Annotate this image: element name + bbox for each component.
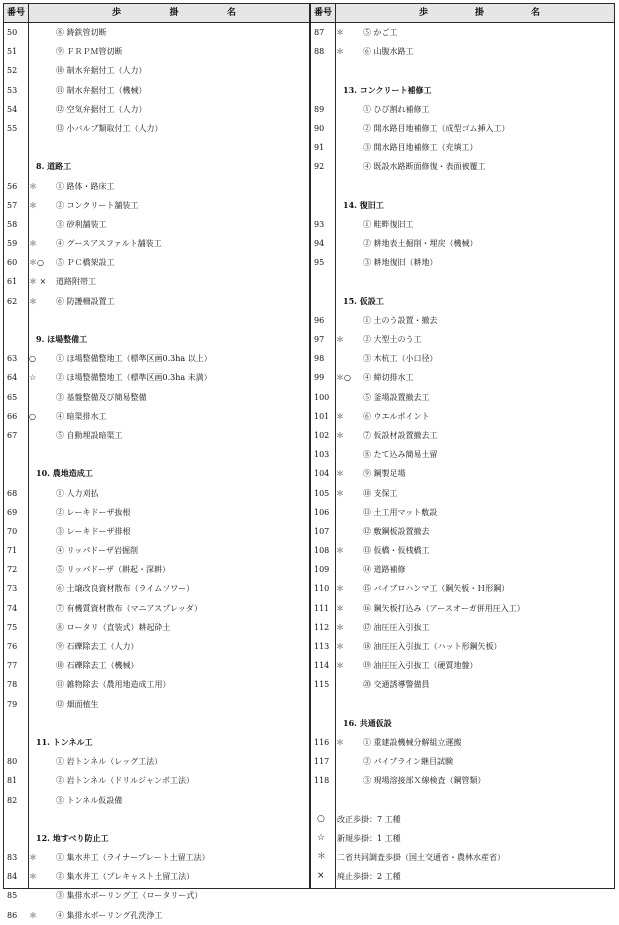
- item-name: ⑬ 小バルブ類取付工（人力）: [56, 123, 163, 133]
- table-row: [311, 637, 614, 656]
- item-number: 84: [7, 872, 18, 882]
- item-mark: ＊: [336, 737, 344, 747]
- item-number: 50: [7, 28, 18, 37]
- item-name: ⑰ 油圧圧入引抜工: [363, 622, 430, 632]
- blank-row: [311, 695, 614, 714]
- item-name: ⑱ 油圧圧入引抜工（ハット形鋼矢板）: [363, 642, 502, 651]
- table-row: [4, 42, 309, 61]
- table-row: [4, 867, 309, 886]
- item-mark: ＊: [336, 411, 344, 421]
- item-mark: ＊: [336, 335, 344, 344]
- item-mark: ＊: [29, 200, 37, 210]
- item-name: ⑫ 敷鋼板設置撤去: [363, 526, 430, 536]
- table-row: [4, 119, 309, 138]
- legend-mark: ☆: [317, 832, 326, 843]
- table-row: [311, 771, 614, 790]
- table-row: [4, 541, 309, 560]
- item-number: 100: [314, 392, 330, 402]
- legend-text: 新規歩掛：1 工種: [337, 833, 401, 843]
- item-mark: ＊: [336, 488, 344, 498]
- right-header: [311, 4, 614, 23]
- item-number: 79: [7, 699, 18, 709]
- item-number: 91: [314, 143, 325, 153]
- item-number: 89: [314, 104, 325, 114]
- table-row: [311, 599, 614, 618]
- item-name: ⑮ バイブロハンマ工（鋼矢板・Ｈ形鋼）: [363, 584, 510, 594]
- table-row: [311, 464, 614, 483]
- item-name: ⑪ 雑物除去（農用地造成工用）: [56, 680, 171, 690]
- item-number: 55: [7, 123, 18, 133]
- item-number: 93: [314, 219, 325, 229]
- item-number: 68: [7, 488, 18, 498]
- item-name: ① 人力刈払: [56, 488, 99, 498]
- item-mark: ＊: [336, 47, 344, 57]
- item-number: 107: [314, 526, 330, 536]
- item-number: 75: [7, 622, 18, 632]
- item-name: ② 集水井工（プレキャスト土留工法）: [56, 872, 195, 882]
- item-name: ④ グースアスファルト舗装工: [56, 239, 162, 249]
- table-row: [311, 675, 614, 694]
- table-row: [4, 771, 309, 790]
- item-number: 82: [7, 795, 18, 805]
- item-name: ⑥ 土壌改良資材散布（ライムソワー）: [56, 584, 195, 594]
- item-name: ⑤ かご工: [363, 28, 398, 37]
- item-number: 103: [314, 450, 330, 460]
- left-header-number: 番号: [6, 8, 25, 18]
- item-number: 80: [7, 757, 18, 767]
- legend-row: [311, 848, 614, 867]
- section-heading-row: [4, 733, 309, 752]
- item-number: 87: [314, 28, 325, 37]
- item-mark: ＊○: [336, 373, 351, 383]
- table-row: [311, 368, 614, 387]
- table-row: [4, 695, 309, 714]
- legend-mark: ○: [317, 813, 325, 824]
- item-number: 72: [7, 565, 18, 575]
- item-number: 74: [7, 603, 18, 613]
- blank-row: [311, 61, 614, 80]
- table-row: [311, 407, 614, 426]
- item-name: ② パイプライン継目試験: [363, 757, 454, 767]
- item-number: 113: [314, 642, 330, 651]
- item-number: 61: [7, 277, 18, 287]
- item-number: 109: [314, 565, 330, 575]
- item-number: 98: [314, 354, 325, 364]
- item-mark: ○: [29, 411, 36, 421]
- legend-text: 改正歩掛：7 工種: [337, 814, 401, 824]
- table-row: [311, 234, 614, 253]
- item-name: ⑧ たて込み簡易土留: [363, 450, 438, 460]
- item-number: 117: [314, 757, 330, 767]
- item-name: ② 岩トンネル（ドリルジャンボ工法）: [56, 776, 194, 786]
- item-number: 53: [7, 85, 18, 95]
- table-row: [4, 886, 309, 905]
- item-number: 106: [314, 507, 330, 517]
- item-name: ④ リッパドーザ岩掘削: [56, 546, 139, 556]
- table-row: [311, 311, 614, 330]
- item-number: 58: [7, 219, 18, 229]
- table-row: [4, 752, 309, 771]
- table-row: [4, 81, 309, 100]
- table-row: [4, 61, 309, 80]
- item-number: 59: [7, 239, 18, 249]
- item-number: 111: [314, 603, 330, 613]
- item-name: ① 畦畔復旧工: [363, 219, 414, 229]
- legend-text: 廃止歩掛：2 工種: [337, 872, 401, 882]
- item-name: ① 集水井工（ライナープレート土留工法）: [56, 853, 210, 863]
- table-row: [311, 522, 614, 541]
- item-number: 66: [7, 411, 18, 421]
- item-number: 69: [7, 507, 18, 517]
- table-row: [4, 349, 309, 368]
- item-name: ③ 木杭工（小口径）: [363, 354, 438, 364]
- item-number: 99: [314, 373, 325, 383]
- table-row: [4, 579, 309, 598]
- table-row: [4, 637, 309, 656]
- table-row: [4, 599, 309, 618]
- item-number: 115: [314, 680, 330, 690]
- item-name: ⑥ 山腹水路工: [363, 47, 414, 57]
- blank-row: [4, 311, 309, 330]
- legend-row: [311, 829, 614, 848]
- item-name: ① ほ場整備整地工（標準区画0.3ha 以上）: [56, 354, 212, 364]
- item-mark: ＊: [29, 239, 37, 249]
- item-name: ⑥ ウエルポイント: [363, 411, 430, 421]
- table-row: [311, 157, 614, 176]
- section-heading-row: [4, 829, 309, 848]
- item-number: 116: [314, 737, 330, 747]
- table-row: [4, 196, 309, 215]
- item-number: 114: [314, 661, 330, 671]
- item-name: ① ひび割れ補修工: [363, 104, 430, 114]
- legend-mark: ×: [317, 871, 325, 882]
- item-number: 63: [7, 354, 18, 364]
- table-row: [311, 23, 614, 42]
- item-name: ⑨ 鋼製足場: [363, 469, 406, 479]
- item-number: 65: [7, 392, 18, 402]
- item-name: ⑩ 支保工: [363, 488, 398, 498]
- item-name: ⑳ 交通誘導警備員: [363, 680, 430, 690]
- item-mark: ＊ ×: [29, 277, 47, 287]
- item-number: 92: [314, 162, 325, 172]
- item-name: ⑥ 防護柵設置工: [56, 296, 115, 306]
- table-row: [4, 23, 309, 42]
- item-number: 95: [314, 258, 325, 268]
- item-name: ⑭ 道路補修: [363, 565, 406, 575]
- item-number: 112: [314, 622, 330, 632]
- item-name: ⑫ 畑面植生: [56, 699, 99, 709]
- item-name: ④ 集排水ボーリング孔洗浄工: [56, 910, 163, 920]
- item-number: 76: [7, 642, 18, 651]
- item-name: ① 重建設機械分解組立運搬: [363, 737, 462, 747]
- item-name: ⑤ 自動埋設暗渠工: [56, 430, 123, 440]
- table-row: [311, 138, 614, 157]
- table-row: [4, 292, 309, 311]
- item-name: ⑦ 仮設材設置撤去工: [363, 430, 438, 440]
- section-title: 16. 共通仮設: [343, 717, 392, 728]
- item-name: ① 岩トンネル（レッグ工法）: [56, 757, 163, 767]
- table-row: [4, 656, 309, 675]
- item-number: 88: [314, 47, 325, 57]
- item-number: 77: [7, 661, 18, 671]
- item-mark: ＊: [336, 584, 344, 594]
- item-mark: ＊: [336, 546, 344, 556]
- item-name: ④ 暗渠排水工: [56, 411, 107, 421]
- item-name: ⑧ 鋳鉄管切断: [56, 28, 107, 37]
- table-row: [311, 618, 614, 637]
- item-name: ③ レーキドーザ排根: [56, 526, 131, 536]
- item-name: ⑧ ロータリ（直装式）耕起砕土: [56, 622, 171, 632]
- item-mark: ＊: [336, 469, 344, 479]
- table-row: [311, 484, 614, 503]
- blank-row: [4, 810, 309, 829]
- section-heading-row: [311, 714, 614, 733]
- table-row: [4, 253, 309, 272]
- left-column: [4, 23, 309, 920]
- item-mark: ＊: [336, 603, 344, 613]
- item-mark: ＊: [336, 28, 344, 37]
- right-header-name: 歩 掛 名: [419, 8, 540, 18]
- item-mark: ☆: [29, 373, 37, 383]
- item-name: ② ほ場整備整地工（標準区画0.3ha 未満）: [56, 373, 212, 383]
- table-row: [4, 522, 309, 541]
- section-title: 11. トンネル工: [36, 736, 93, 747]
- section-heading-row: [4, 464, 309, 483]
- section-title: 10. 農地造成工: [36, 468, 93, 479]
- table-row: [311, 253, 614, 272]
- legend-text: 二省共同調査歩掛（国土交通省・農林水産省）: [337, 853, 505, 863]
- table-row: [4, 675, 309, 694]
- item-name: ② レーキドーザ抜根: [56, 507, 131, 517]
- section-title: 14. 復旧工: [343, 199, 384, 210]
- item-number: 86: [7, 910, 18, 920]
- item-number: 108: [314, 546, 330, 556]
- item-name: ③ トンネル仮設備: [56, 795, 123, 805]
- table-row: [4, 407, 309, 426]
- item-number: 62: [7, 296, 18, 306]
- item-number: 118: [314, 776, 330, 786]
- table-row: [311, 579, 614, 598]
- table-row: [4, 388, 309, 407]
- section-heading-row: [4, 330, 309, 349]
- table-row: [4, 503, 309, 522]
- item-name: ⑤ 釜場設置撤去工: [363, 392, 430, 402]
- legend-row: [311, 810, 614, 829]
- blank-row: [4, 714, 309, 733]
- item-name: ① 路体・路床工: [56, 181, 115, 191]
- item-name: ③ 基盤整備及び簡易整備: [56, 392, 147, 402]
- item-mark: ＊: [336, 622, 344, 632]
- table-row: [311, 100, 614, 119]
- table-row: [311, 541, 614, 560]
- item-number: 57: [7, 200, 18, 210]
- item-number: 101: [314, 411, 330, 421]
- item-mark: ＊○: [29, 258, 44, 268]
- item-number: 90: [314, 123, 325, 133]
- table-row: [4, 177, 309, 196]
- right-column: [311, 23, 614, 888]
- blank-row: [311, 272, 614, 291]
- item-number: 97: [314, 335, 325, 344]
- item-name: ⑫ 空気弁据付工（人力）: [56, 104, 147, 114]
- item-mark: ○: [29, 354, 36, 364]
- item-name: ⑬ 仮橋・仮桟橋工: [363, 546, 430, 556]
- item-mark: ＊: [29, 181, 37, 191]
- table-row: [4, 100, 309, 119]
- section-heading-row: [311, 81, 614, 100]
- item-number: 70: [7, 526, 18, 536]
- table-row: [4, 906, 309, 925]
- item-name: ⑲ 油圧圧入引抜工（硬質地盤）: [363, 661, 478, 671]
- item-number: 67: [7, 430, 18, 440]
- item-name: ⑨ 石礫除去工（人力）: [56, 642, 139, 651]
- item-mark: ＊: [29, 296, 37, 306]
- item-name: ③ 集排水ボーリング工（ロータリー式）: [56, 891, 203, 901]
- item-name: ⑨ ＦＲＰＭ管切断: [56, 47, 123, 57]
- item-mark: ＊: [336, 661, 344, 671]
- table-row: [311, 426, 614, 445]
- item-number: 73: [7, 584, 18, 594]
- item-name: ② コンクリート舗装工: [56, 200, 139, 210]
- table-row: [311, 656, 614, 675]
- item-number: 81: [7, 776, 18, 786]
- item-name: ① 土のう設置・撤去: [363, 315, 438, 325]
- item-name: ③ 砂利舗装工: [56, 219, 107, 229]
- item-name: ⑩ 石礫除去工（機械）: [56, 661, 139, 671]
- item-mark: ＊: [29, 853, 37, 863]
- section-heading-row: [4, 157, 309, 176]
- item-name: ③ 開水路目地補修工（充填工）: [363, 143, 478, 153]
- item-number: 54: [7, 104, 18, 114]
- section-title: 15. 仮設工: [343, 295, 384, 306]
- item-mark: ＊: [29, 872, 37, 882]
- section-heading-row: [311, 292, 614, 311]
- section-heading-row: [311, 196, 614, 215]
- blank-row: [311, 177, 614, 196]
- item-name: ⑪ 制水弁据付工（機械）: [56, 85, 147, 95]
- table-row: [4, 426, 309, 445]
- item-number: 105: [314, 488, 330, 498]
- item-number: 102: [314, 430, 330, 440]
- item-name: ⑦ 有機質資材散布（マニアスプレッダ）: [56, 603, 203, 613]
- section-title: 12. 地すべり防止工: [36, 832, 109, 843]
- item-name: ② 耕地表土掘削・埋戻（機械）: [363, 239, 478, 249]
- item-name: ⑯ 鋼矢板打込み（アースオーガ併用圧入工）: [363, 603, 525, 613]
- item-mark: ＊: [29, 910, 37, 920]
- item-name: ⑤ リッパドーザ（耕起・深耕）: [56, 565, 171, 575]
- item-name: ② 大型土のう工: [363, 335, 422, 344]
- item-number: 83: [7, 853, 18, 863]
- item-name: ④ 締切排水工: [363, 373, 414, 383]
- table-row: [4, 848, 309, 867]
- table-row: [311, 215, 614, 234]
- table-row: [4, 234, 309, 253]
- blank-row: [4, 445, 309, 464]
- item-name: ③ 耕地復旧（耕地）: [363, 258, 438, 268]
- item-number: 51: [7, 47, 18, 57]
- item-name: 道路附帯工: [56, 277, 96, 287]
- table-row: [311, 560, 614, 579]
- item-number: 94: [314, 239, 325, 249]
- table-row: [311, 330, 614, 349]
- item-number: 104: [314, 469, 330, 479]
- item-number: 64: [7, 373, 18, 383]
- item-number: 96: [314, 315, 325, 325]
- table-row: [311, 349, 614, 368]
- item-name: ⑪ 土工用マット敷設: [363, 507, 438, 517]
- table-row: [4, 791, 309, 810]
- blank-row: [311, 791, 614, 810]
- item-name: ⑩ 制水弁据付工（人力）: [56, 66, 147, 76]
- left-header: [4, 4, 310, 23]
- item-name: ④ 既設水路断面修復・表面被覆工: [363, 162, 486, 172]
- item-number: 56: [7, 181, 18, 191]
- table-row: [311, 119, 614, 138]
- table-row: [4, 560, 309, 579]
- item-number: 78: [7, 680, 18, 690]
- table-row: [311, 503, 614, 522]
- item-mark: ＊: [336, 430, 344, 440]
- left-header-name: 歩 掛 名: [112, 8, 236, 18]
- table-row: [311, 388, 614, 407]
- right-header-number: 番号: [313, 8, 332, 18]
- item-number: 85: [7, 891, 18, 901]
- table-row: [4, 368, 309, 387]
- section-title: 8. 道路工: [36, 161, 72, 172]
- item-number: 110: [314, 584, 330, 594]
- table-row: [4, 618, 309, 637]
- table-row: [311, 42, 614, 61]
- blank-row: [4, 138, 309, 157]
- legend-row: [311, 867, 614, 886]
- item-number: 60: [7, 258, 18, 268]
- work-item-table: [3, 3, 615, 920]
- section-title: 13. コンクリート補修工: [343, 84, 432, 95]
- item-name: ③ 現場溶接部Ｘ線検査（鋼管類）: [363, 776, 486, 786]
- table-row: [4, 215, 309, 234]
- section-title: 9. ほ場整備工: [36, 334, 88, 344]
- item-name: ⑤ ＰＣ橋架設工: [56, 258, 115, 268]
- item-name: ② 開水路目地補修工（成型ゴム挿入工）: [363, 123, 510, 133]
- item-mark: ＊: [336, 642, 344, 651]
- table-row: [4, 484, 309, 503]
- table-row: [311, 752, 614, 771]
- item-number: 71: [7, 546, 18, 556]
- item-number: 52: [7, 66, 18, 76]
- legend-mark: ＊: [317, 852, 327, 863]
- table-row: [311, 445, 614, 464]
- table-row: [311, 733, 614, 752]
- table-row: [4, 272, 309, 291]
